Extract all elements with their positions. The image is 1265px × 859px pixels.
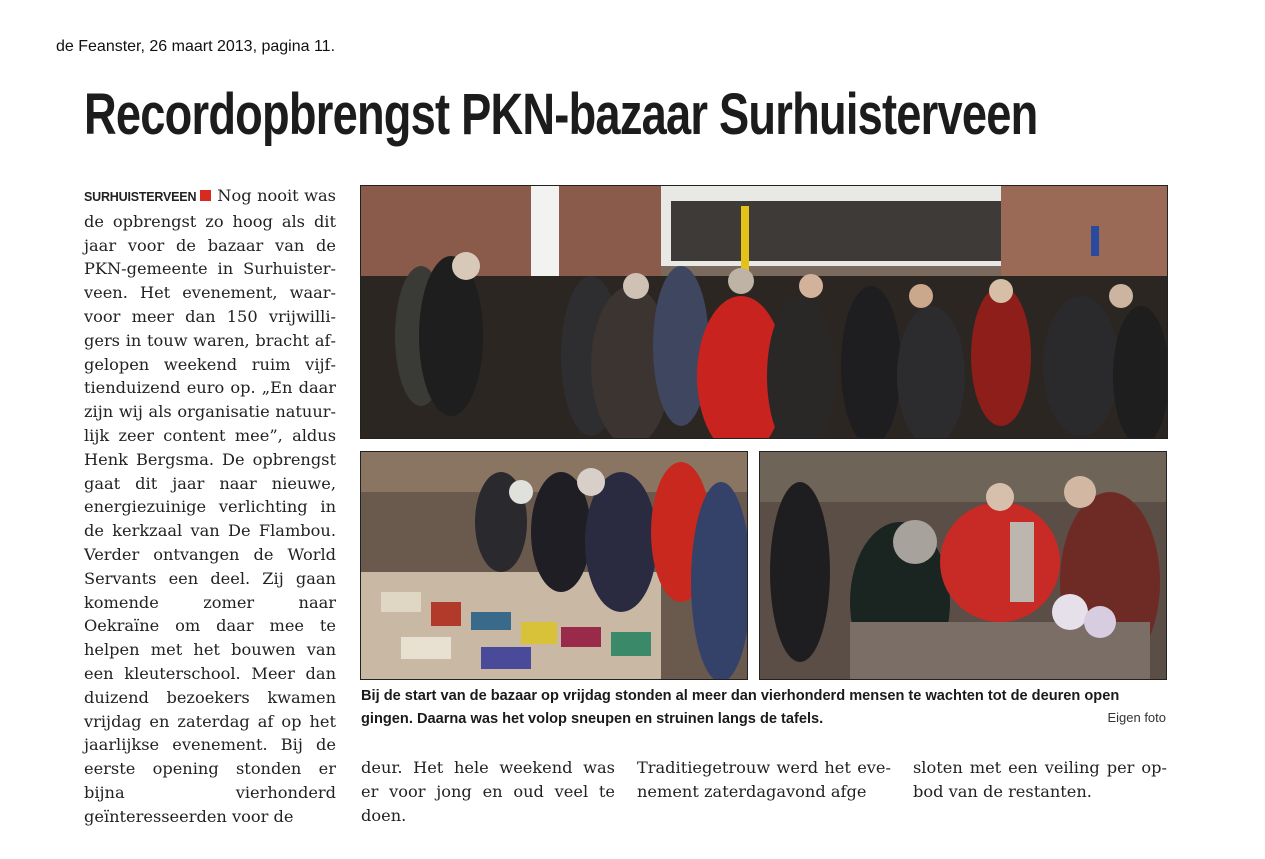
source-line: de Feanster, 26 maart 2013, pagina 11. — [56, 38, 336, 55]
article-column-1 — [84, 184, 336, 829]
photo-caption: Bij de start van de bazaar op vrijdag stonden al meer dan vierhonderd mensen te wachten tot de deuren open gingen. Daarna was het volop sneupen en struinen langs de tafels. — [361, 688, 1120, 727]
photo-stall-items — [759, 451, 1167, 680]
photo-stall-items-image — [760, 452, 1166, 679]
article-column-4: sloten met een veiling per opbod van de restanten. — [913, 758, 1167, 801]
article-column-3: Traditiegetrouw werd het evenement zaterdagavond afge — [637, 758, 891, 801]
photo-tables-browsing-image — [361, 452, 747, 679]
photo-crowd-outside — [360, 185, 1168, 439]
photo-credit: Eigen foto — [1107, 710, 1166, 725]
dateline: SURHUISTERVEEN — [84, 190, 197, 204]
article-column-2: deur. Het hele weekend was er voor jong en oud veel te doen. — [361, 758, 615, 825]
photo-crowd-outside-image — [361, 186, 1167, 438]
photo-tables-browsing — [360, 451, 748, 680]
dateline-marker-icon — [200, 190, 211, 201]
column-1-text: Nog nooit was de opbrengst zo hoog als dit jaar voor de bazaar van de PKN-gemeente in Surhuisterveen. Het evenement, waarvoor meer dan 150 vrijwilligers in touw waren, bracht afgelopen weekend ruim vijftienduizend euro op. „En daar zijn wij als organisatie natuurlijk zeer content mee”, aldus Henk Bergsma. De opbrengst gaat dit jaar naar nieuwe, energiezuinige verlichting in de kerkzaal van De Flambou. Verder ontvangen de World Servants een deel. Zij gaan komende zomer naar Oekraïne om daar mee te helpen met het bouwen van een kleuterschool. Meer dan duizend bezoekers kwamen vrijdag en zaterdag af op het jaarlijkse evenement. Bij de eerste opening stonden er bijna vierhonderd geïnteresseerden voor de — [84, 186, 336, 826]
headline: Recordopbrengst PKN-bazaar Surhuisterveen — [84, 82, 1038, 147]
